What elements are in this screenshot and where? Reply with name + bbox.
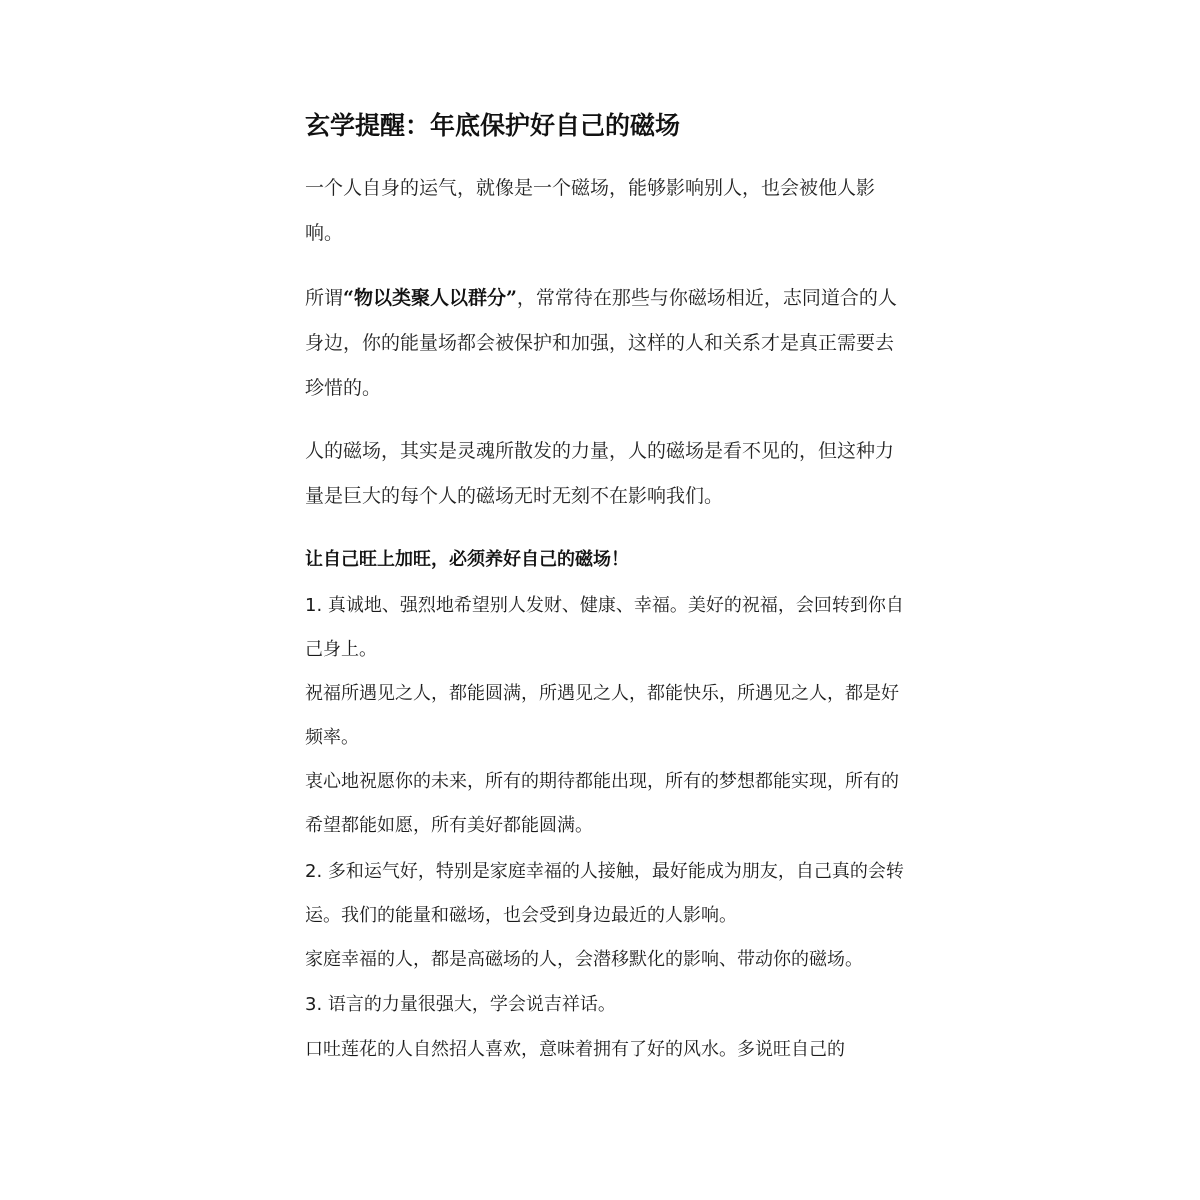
list-item: 1. 真诚地、强烈地希望别人发财、健康、幸福。美好的祝福，会回转到你自己身上。 (305, 595, 904, 660)
paragraph-saying-suffix: ，常常待在那些与你磁场相近，志同道合的人身边，你的能量场都会被保护和加强，这样的人和关系才是真正需要去珍惜的。 (305, 287, 897, 399)
list-item: 祝福所遇见之人，都能圆满，所遇见之人，都能快乐，所遇见之人，都是好频率。 (305, 683, 899, 748)
paragraph-power: 人的磁场，其实是灵魂所散发的力量，人的磁场是看不见的，但这种力量是巨大的每个人的磁场无时无刻不在影响我们。 (305, 440, 895, 507)
list-item: 3. 语言的力量很强大，学会说吉祥话。 (305, 994, 616, 1015)
section-heading: 让自己旺上加旺，必须养好自己的磁场！ (305, 549, 629, 570)
list-item: 2. 多和运气好，特别是家庭幸福的人接触，最好能成为朋友，自己真的会转运。我们的能量和磁场，也会受到身边最近的人影响。 (305, 861, 904, 926)
paragraph-saying-prefix: 所谓 (305, 287, 344, 309)
paragraph-saying (305, 276, 905, 411)
paragraph-intro: 一个人自身的运气，就像是一个磁场，能够影响别人，也会被他人影响。 (305, 177, 876, 244)
article-title: 玄学提醒：年底保护好自己的磁场 (305, 111, 681, 140)
list-item: 衷心地祝愿你的未来，所有的期待都能出现，所有的梦想都能实现，所有的希望都能如愿，所有美好都能圆满。 (305, 771, 899, 836)
list-item: 家庭幸福的人，都是高磁场的人，会潜移默化的影响、带动你的磁场。 (305, 949, 863, 970)
list-item: 口吐莲花的人自然招人喜欢，意味着拥有了好的风水。多说旺自己的 (305, 1039, 845, 1060)
saying-quote: “物以类聚人以群分” (343, 287, 517, 309)
